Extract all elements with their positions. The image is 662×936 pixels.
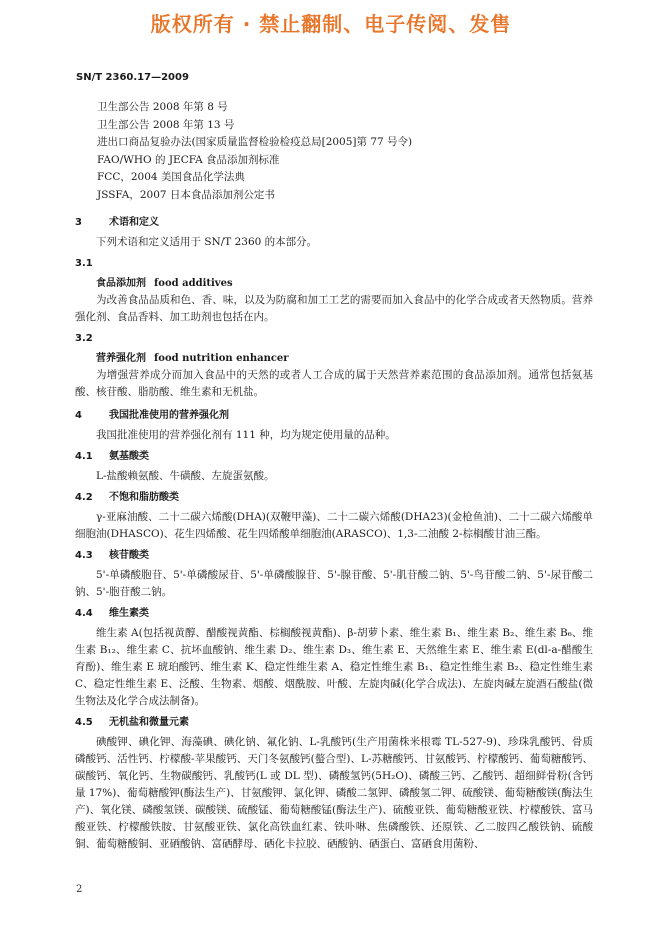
reference-item: 进出口商品复验办法(国家质量监督检验检疫总局[2005]第 77 号令) <box>97 136 413 149</box>
section-number: 3 <box>75 217 82 228</box>
clause-title: 核苷酸类 <box>109 550 149 561</box>
clause-number: 4.2 <box>75 492 93 503</box>
reference-item: FCC，2004 美国食品化学法典 <box>97 171 245 184</box>
document-body <box>75 210 593 853</box>
clause-4-5-heading <box>75 714 593 731</box>
reference-item: FAO/WHO 的 JECFA 食品添加剂标准 <box>97 153 280 166</box>
clause-number: 3.1 <box>75 258 93 269</box>
reference-item: 卫生部公告 2008 年第 8 号 <box>97 101 228 113</box>
clause-title: 无机盐和微量元素 <box>109 717 189 728</box>
term-food-nutrition-enhancer <box>75 350 593 367</box>
term-definition: 为增强营养成分而加入食品中的天然的或者人工合成的属于天然营养素范围的食品添加剂。通常包括氨基酸、核苷酸、脂肪酸、维生素和无机盐。 <box>75 369 593 398</box>
section-title: 我国批准使用的营养强化剂 <box>109 410 229 421</box>
section-number: 4 <box>75 410 82 421</box>
normative-references-list <box>97 99 412 205</box>
clause-title: 氨基酸类 <box>109 451 149 462</box>
clause-text: γ-亚麻油酸、二十二碳六烯酸(DHA)(双鞭甲藻)、二十二碳六烯酸(DHA23)(金枪鱼油)、二十二碳六烯酸单细胞油(DHASCO)、花生四烯酸、花生四烯酸单细胞油(ARASCO)、1,3-二油酸 2-棕榈酸甘油三酯。 <box>75 511 593 540</box>
clause-text: 5'-单磷酸胞苷、5'-单磷酸尿苷、5'-单磷酸腺苷、5'-腺苷酸、5'-肌苷酸二钠、5'-鸟苷酸二钠、5'-尿苷酸二钠、5'-胞苷酸二钠。 <box>75 569 593 598</box>
section-4-heading <box>75 407 593 424</box>
term-en: food additives <box>154 278 233 289</box>
term-definition: 为改善食品品质和色、香、味，以及为防腐和加工工艺的需要而加入食品中的化学合成或者天然物质。营养强化剂、食品香料、加工助剂也包括在内。 <box>75 294 593 323</box>
term-cn: 营养强化剂 <box>96 353 146 364</box>
section-4-intro: 我国批准使用的营养强化剂有 111 种，均为规定使用量的品种。 <box>96 429 396 441</box>
term-food-additives <box>75 275 593 292</box>
clause-number: 4.5 <box>75 717 93 728</box>
clause-title: 维生素类 <box>109 608 149 619</box>
clause-4-3-heading <box>75 547 593 564</box>
section-3-intro: 下列术语和定义适用于 SN/T 2360 的本部分。 <box>96 236 318 248</box>
clause-number: 4.1 <box>75 451 93 462</box>
standard-code-header: SN/T 2360.17—2009 <box>76 72 189 83</box>
clause-4-2-heading <box>75 489 593 506</box>
clause-3-1-number <box>75 255 593 272</box>
clause-number: 4.4 <box>75 608 93 619</box>
clause-number: 4.3 <box>75 550 93 561</box>
clause-4-1-heading <box>75 448 593 465</box>
section-title: 术语和定义 <box>109 217 159 228</box>
section-3-heading <box>75 214 593 231</box>
clause-number: 3.2 <box>75 333 93 344</box>
clause-3-2-number <box>75 330 593 347</box>
copyright-watermark: 版权所有 · 禁止翻制、电子传阅、发售 <box>150 12 512 36</box>
clause-text: L-盐酸赖氨酸、牛磺酸、左旋蛋氨酸。 <box>96 470 275 482</box>
page-number: 2 <box>76 884 83 895</box>
clause-text: 维生素 A(包括视黄醇、醋酸视黄酯、棕榈酸视黄酯)、β-胡萝卜素、维生素 B₁、维生素 B₂、维生素 B₆、维生素 B₁₂、维生素 C、抗坏血酸钠、维生素 D₂、维生素 D₃、维生素 E、天然维生素 E、维生素 E(dl-a-醋酸生育酚)、维生素 E 琥珀酸钙、维生素 K、稳定性维生素 A、稳定性维生素 B₁、稳定性维生素 B₂、稳定性维生素 C、稳定性维生素 E、泛酸、生物素、烟酸、烟酰胺、叶酸、左旋肉碱(化学合成法)、左旋肉碱左旋酒石酸盐(微生物法及化学合成法制备)。 <box>75 627 593 707</box>
clause-4-4-heading <box>75 605 593 622</box>
clause-text: 碘酸钾、碘化钾、海藻碘、碘化钠、氟化钠、L-乳酸钙(生产用菌株米根霉 TL-527-9)、珍珠乳酸钙、骨质磷酸钙、活性钙、柠檬酸-苹果酸钙、天门冬氨酸钙(螯合型)、L-苏糖酸钙、甘氨酸钙、柠檬酸钙、葡萄糖酸钙、碳酸钙、氧化钙、生物碳酸钙、乳酸钙(L 或 DL 型)、磷酸氢钙(5H₂O)、磷酸三钙、乙酸钙、超细鲜骨粉(含钙量 17%)、葡萄糖酸钾(酶法生产)、甘氨酸钾、氯化钾、磷酸二氢钾、磷酸氢二钾、硫酸镁、葡萄糖酸镁(酶法生产)、氧化镁、磷酸氢镁、碳酸镁、硫酸锰、葡萄糖酸锰(酶法生产)、硫酸亚铁、葡萄糖酸亚铁、柠檬酸铁、富马酸亚铁、柠檬酸铁胺、甘氨酸亚铁、氯化高铁血红素、铁卟啉、焦磷酸铁、还原铁、乙二胺四乙酸铁钠、硫酸铜、葡萄糖酸铜、亚硒酸钠、富硒酵母、硒化卡拉胶、硒酸钠、硒蛋白、富硒食用菌粉、 <box>75 736 593 850</box>
term-cn: 食品添加剂 <box>96 278 146 289</box>
reference-item: JSSFA，2007 日本食品添加剂公定书 <box>97 188 275 201</box>
clause-title: 不饱和脂肪酸类 <box>109 492 179 503</box>
term-en: food nutrition enhancer <box>154 353 289 364</box>
reference-item: 卫生部公告 2008 年第 13 号 <box>97 118 235 131</box>
